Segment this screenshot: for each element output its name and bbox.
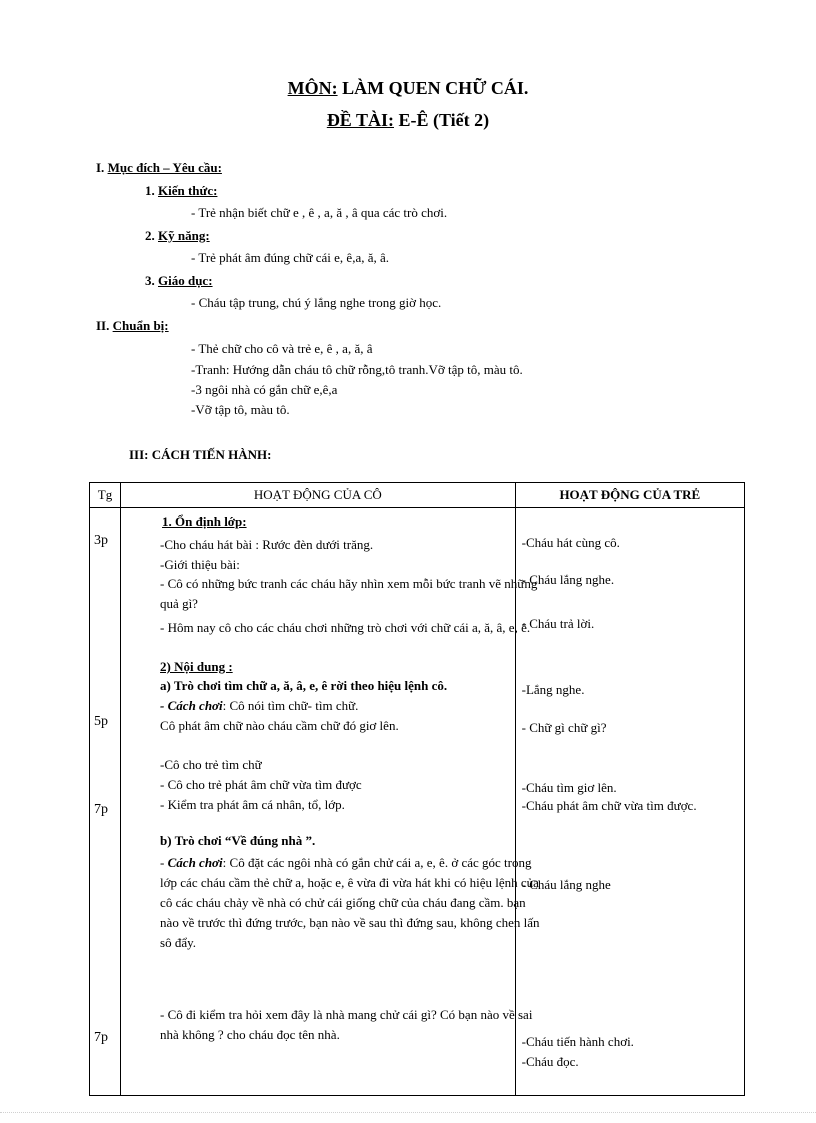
child-line: - Cháu lắng nghe. — [521, 572, 615, 587]
game-b-title: b) Trò chơi “Về đúng nhà ”. — [160, 833, 316, 848]
teacher-line: Cô phát âm chữ nào cháu cầm chữ đó giơ lên. — [160, 718, 399, 733]
how-to-play-a: - Cách chơi: Cô nói tìm chữ- tìm chữ. — [160, 698, 359, 713]
header-time: Tg — [90, 483, 121, 508]
topic-value: E-Ê (Tiết 2) — [394, 110, 490, 130]
time-cell — [90, 508, 121, 1096]
child-line: -Cháu phát âm chữ vừa tìm được. — [521, 798, 697, 813]
section1-item1-heading: 1. Kiến thức: — [145, 183, 218, 198]
time-value: 7p — [94, 802, 108, 817]
teacher-activity-cell — [121, 508, 540, 1096]
subject-label: MÔN: — [287, 78, 338, 98]
teacher-line: -Giới thiệu bài: — [160, 557, 240, 572]
time-value: 7p — [94, 1030, 108, 1045]
section1-heading: I. Mục đích – Yêu cầu: — [96, 160, 222, 175]
child-line: - Cháu lắng nghe — [521, 877, 611, 892]
part1-title: 1. Ổn định lớp: — [162, 514, 247, 529]
child-line: -Lắng nghe. — [521, 682, 585, 697]
time-value: 3p — [94, 533, 108, 548]
header-child: HOẠT ĐỘNG CỦA TRẺ — [515, 483, 744, 508]
how-to-play-b: - Cách chơi: Cô đặt các ngôi nhà có gắn chử cái a, e, ê. ở các góc trong lớp các cháu cầm thẻ chữ a, hoặc e, ê vừa đi vừa hát khi có hiệu lệnh của cô các cháu chảy về nhà có chử cái giống chữ của cháu đang cầm. bạn nào về trước thì đứng trước, bạn nào về sau thì đứng sau, không chen lấn sô đẩy. — [160, 855, 540, 950]
header-teacher: HOẠT ĐỘNG CỦA CÔ — [121, 483, 516, 508]
section2-line: -Vỡ tập tô, màu tô. — [191, 402, 290, 417]
section1-item3-heading: 3. Giáo dục: — [145, 273, 213, 288]
teacher-line: - Cô đi kiểm tra hỏi xem đây là nhà mang chử cái gì? Có bạn nào về sai nhà không ? cho cháu đọc tên nhà. — [160, 1007, 533, 1042]
topic-label: ĐỀ TÀI: — [326, 110, 394, 130]
teacher-line: -Cho cháu hát bài : Rước đèn dưới trăng. — [160, 537, 374, 552]
child-activity-cell — [515, 508, 744, 1096]
time-value: 5p — [94, 714, 108, 729]
child-line: - Cháu trả lời. — [521, 616, 595, 631]
section1-item2-heading: 2. Kỹ năng: — [145, 228, 210, 243]
child-line: - Chữ gì chữ gì? — [521, 720, 607, 735]
section2-line: -3 ngôi nhà có gắn chữ e,ê,a — [191, 382, 338, 397]
teacher-line: - Cô có những bức tranh các cháu hãy nhìn xem mỗi bức tranh vẽ những quả gì? — [160, 576, 538, 611]
section3-heading: III: CÁCH TIẾN HÀNH: — [129, 447, 272, 462]
topic-title — [0, 110, 816, 131]
part2-title: 2) Nội dung : — [160, 659, 233, 674]
page-bottom-divider — [0, 1112, 816, 1113]
subject-title — [0, 78, 816, 99]
section1-item3-text: - Cháu tập trung, chú ý lắng nghe trong giờ học. — [191, 295, 442, 310]
child-line: -Cháu tìm giơ lên. — [521, 780, 617, 795]
section2-line: -Tranh: Hướng dẫn cháu tô chữ rỗng,tô tranh.Vỡ tập tô, màu tô. — [191, 362, 523, 377]
activity-table — [89, 482, 745, 1096]
section2-heading: II. Chuẩn bị: — [96, 318, 169, 333]
section1-item2-text: - Trẻ phát âm đúng chữ cái e, ê,a, ă, â. — [191, 250, 390, 265]
section2-line: - Thẻ chữ cho cô và trẻ e, ê , a, ă, â — [191, 341, 373, 356]
game-a-title: a) Trò chơi tìm chữ a, ă, â, e, ê rời theo hiệu lệnh cô. — [160, 678, 448, 693]
teacher-line: -Cô cho trẻ tìm chữ — [160, 757, 262, 772]
child-line: -Cháu hát cùng cô. — [521, 535, 620, 550]
teacher-line: - Kiểm tra phát âm cá nhân, tổ, lớp. — [160, 797, 345, 812]
table-header-row — [90, 483, 745, 508]
child-line: -Cháu tiến hành chơi. — [521, 1034, 634, 1049]
teacher-line: - Hôm nay cô cho các cháu chơi những trò chơi với chữ cái a, ă, â, e, ê. — [160, 620, 531, 635]
teacher-line: - Cô cho trẻ phát âm chữ vừa tìm được — [160, 777, 362, 792]
subject-value: LÀM QUEN CHỮ CÁI. — [337, 78, 529, 98]
child-line: -Cháu đọc. — [521, 1054, 579, 1069]
section1-item1-text: - Trẻ nhận biết chữ e , ê , a, ă , â qua các trò chơi. — [191, 205, 448, 220]
table-body-row — [90, 508, 745, 1096]
